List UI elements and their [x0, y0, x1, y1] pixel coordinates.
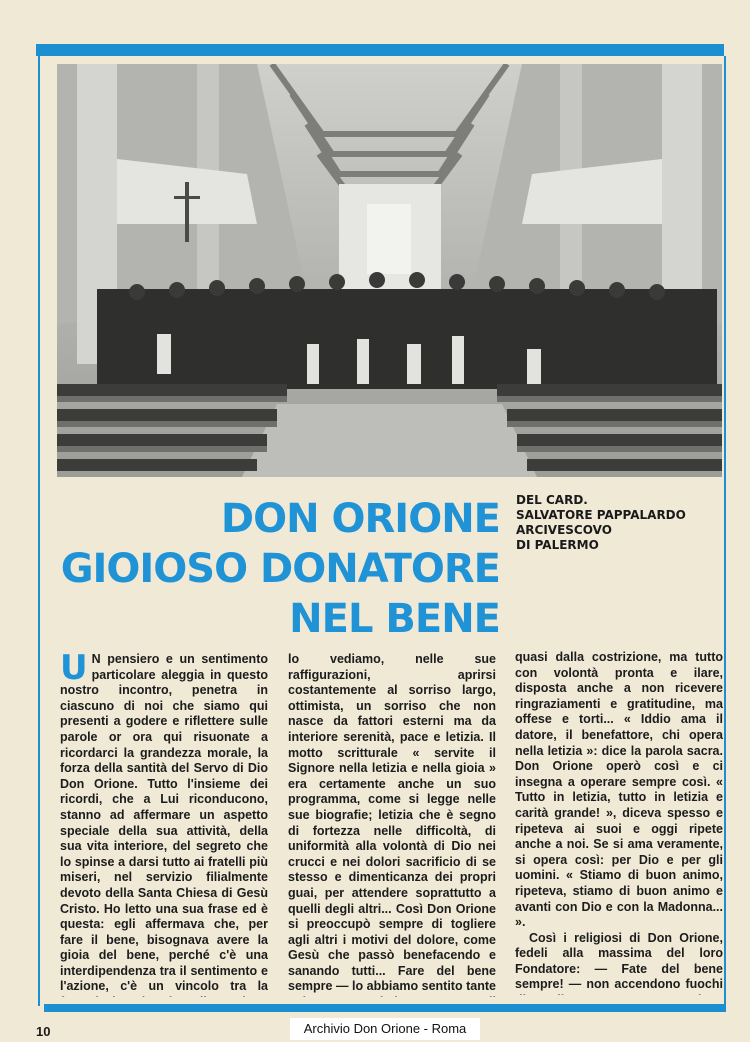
bottom-frame-bar: [44, 1004, 726, 1012]
headline-line-2: GIOIOSO DONATORE: [60, 546, 500, 592]
text-column-3: [515, 650, 723, 995]
headline-line-3: NEL BENE: [289, 596, 500, 642]
right-frame-rule: [724, 56, 726, 1006]
church-group-photo: [57, 64, 722, 477]
article-headline: [60, 494, 500, 644]
left-frame-rule: [38, 56, 40, 1006]
byline-line-4: DI PALERMO: [516, 538, 599, 552]
byline-line-2: SALVATORE PAPPALARDO: [516, 508, 686, 522]
drop-cap: U: [60, 652, 88, 688]
column-1-text: N pensiero e un sentimento particolare aleggia in questo nostro incontro, penetra in ciascuno di noi che siamo qui presenti a godere e riflettere sulle parole or ora qui risuonate a ricordarci la grandezza morale, la forza della santità del Servo di Dio Don Orione. Tutto l'insieme dei ricordi, che a Lui riconducono, stanno ad affermare un aspetto speciale della sua attività, della sua vita interiore, del segreto che lo spinse a darsi tutto ai fratelli più miseri, nel servizio filialmente devoto della Santa Chiesa di Gesù Cristo. Ho letto una sua frase ed è questa: egli affermava che, per fare il bene, bisognava avere la gioia del bene, perché c'è una interdipendenza tra il sentimento e l'azione, c'è un vincolo tra la: [60, 652, 268, 994]
byline-line-3: ARCIVESCOVO: [516, 523, 612, 537]
author-byline: [516, 493, 721, 553]
column-3-paragraph-1: quasi dalla costrizione, ma tutto con volontà pronta e ilare, disposta anche a non ricevere ringraziamenti e gratitudine, ma offese e torti... « Iddio ama il datore, il benefattore, chi opera nella letizia »: dice la parola sacra. Don Orione operò così e ci insegna a operare sempre così. « Tutto in letizia, tutto in letizia e carità grande! », diceva spesso e ripeteva ai suoi e oggi ripete anche a noi. Se si ama veramente, si opera così: per Dio e per gli uomini. « Stiamo di buon animo, ripeteva, stiamo di buon animo e avanti con Dio e con la Madonna... ».: [515, 650, 723, 930]
column-2-text: lo vediamo, nelle sue raffigurazioni, aprirsi costantemente al sorriso largo, ottimista, un sorriso che non nasce da fattori esterni ma da interiore serenità, pace e letizia. Il motto scritturale « servite il Signore nella letizia e nella gioia » era certamente anche un suo programma, come si legge nelle sue biografie; letizia che è segno di fortezza nelle difficoltà, di uniformità alla volontà di Dio nei crucci e nei dolori sacrificio di se stesso e dimenticanza dei propri guai, per attendere soprattutto a quelli degli altri... Così Don Orione si preoccupò sempre di togliere agli altri i motivi del dolore, come Gesù che passò benefacendo e sanando tutti... Fare del bene sempre — lo abbiamo sentito tante: [288, 652, 496, 994]
text-column-1: [60, 652, 268, 997]
archive-label: Archivio Don Orione - Roma: [290, 1018, 480, 1040]
byline-line-1: DEL CARD.: [516, 493, 588, 507]
column-3-paragraph-2: Così i religiosi di Don Orione, fedeli alla massima del loro Fondatore: — Fate del bene sempre! — non accendono fuochi: [515, 930, 723, 992]
text-column-2: [288, 652, 496, 997]
page-number: 10: [36, 1024, 51, 1039]
top-frame-bar: [36, 44, 724, 56]
church-interior-illustration: [57, 64, 722, 477]
headline-line-1: DON ORIONE: [220, 496, 500, 542]
